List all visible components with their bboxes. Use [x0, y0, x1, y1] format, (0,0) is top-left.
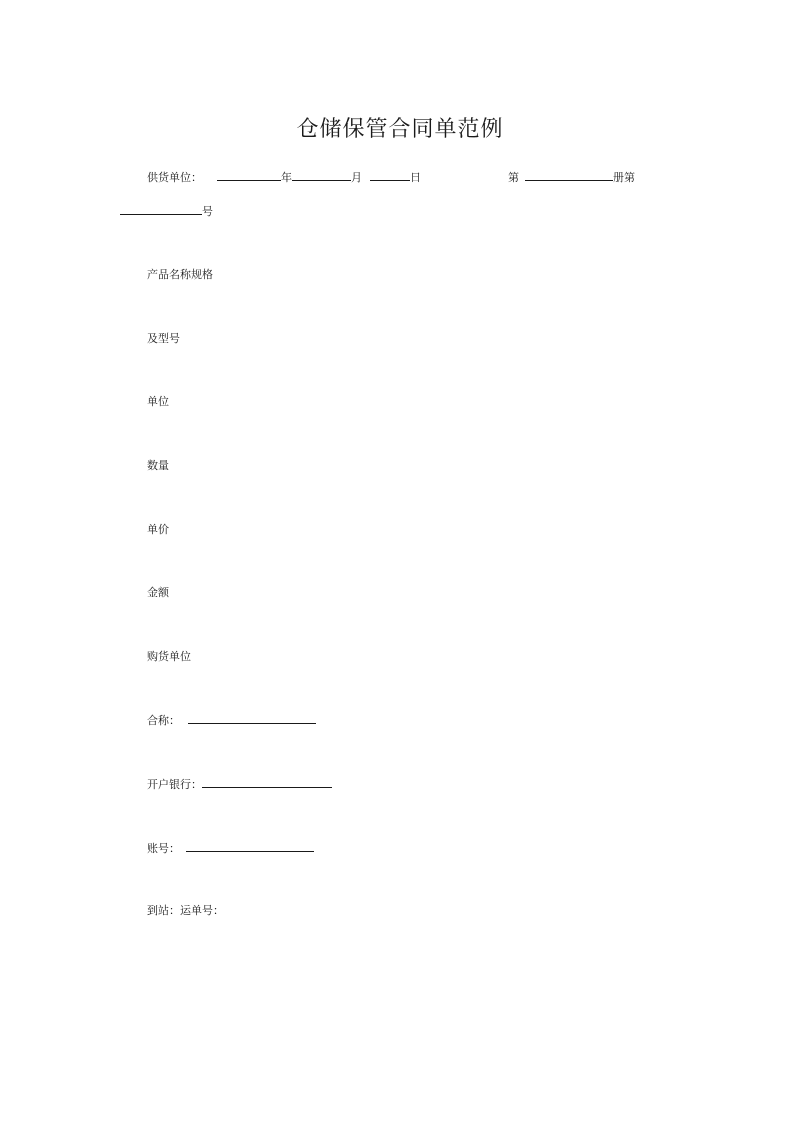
model-label: 及型号 [147, 332, 180, 345]
product-name-spec-label: 产品名称规格 [147, 268, 213, 281]
volume-blank[interactable] [525, 170, 613, 181]
supplier-label: 供货单位： [147, 171, 202, 184]
unit-price-label: 单价 [147, 523, 169, 536]
number-blank[interactable] [120, 204, 202, 215]
volume-suffix: 册第 [613, 171, 635, 184]
day-label: 日 [410, 171, 421, 184]
month-label: 月 [351, 171, 362, 184]
page-title: 仓储保管合同单范例 [296, 117, 504, 142]
name-blank[interactable] [188, 713, 316, 724]
month-blank[interactable] [292, 170, 351, 181]
header-row [147, 170, 421, 185]
account-blank[interactable] [186, 841, 314, 852]
account-row [147, 841, 314, 856]
bank-label: 开户银行： [147, 778, 202, 791]
unit-label: 单位 [147, 395, 169, 408]
bank-row [147, 777, 332, 792]
supplier-blank[interactable] [217, 170, 281, 181]
station-label: 到站：运单号： [147, 904, 224, 917]
year-label: 年 [281, 171, 292, 184]
name-label: 合称： [147, 714, 180, 727]
volume-prefix: 第 [508, 171, 519, 184]
amount-label: 金额 [147, 586, 169, 599]
bank-blank[interactable] [202, 777, 332, 788]
number-row [120, 204, 213, 219]
account-label: 账号： [147, 842, 180, 855]
quantity-label: 数量 [147, 459, 169, 472]
buyer-label: 购货单位 [147, 650, 191, 663]
volume-row [508, 170, 635, 185]
name-row [147, 713, 316, 728]
number-suffix: 号 [202, 205, 213, 218]
day-blank[interactable] [370, 170, 410, 181]
